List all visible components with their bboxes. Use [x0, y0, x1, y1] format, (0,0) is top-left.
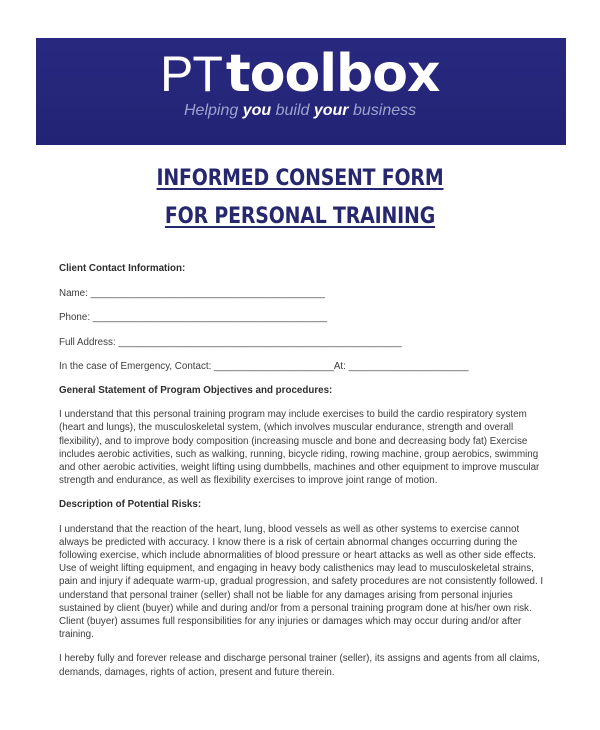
header-banner: [36, 38, 566, 145]
emergency-contact-field[interactable]: In the case of Emergency, Contact: ______________________At: ______________________: [59, 360, 469, 372]
form-title-line-1: INFORMED CONSENT FORM: [156, 166, 444, 191]
address-field[interactable]: Full Address: ____________________________________________________: [59, 336, 402, 348]
form-title-line-2: FOR PERSONAL TRAINING: [164, 204, 436, 229]
risks-paragraph: I understand that the reaction of the heart, lung, blood vessels as well as other systems to exercise cannot always be predicted with accuracy. I know there is a risk of certain abnormal changes occurring during the following exercise, which include abnormalities of blood pressure or heart attacks as well as other side effects. Use of weight lifting equipment, and engaging in heavy body calisthenics may lead to musculoskeletal strains, pain and injury if adequate warm-up, gradual progression, and safety procedures are not consistently followed. I understand that personal trainer (seller) shall not be liable for any damages arising from personal injuries sustained by client (buyer) while and during and/or from a personal training program done at his/her own risk. Client (buyer) assumes full responsibilities for any injuries or damages which may occur during and/or after training.: [59, 523, 544, 641]
tagline-part: build: [271, 102, 314, 119]
tagline-emphasis: your: [313, 102, 349, 119]
risks-heading: Description of Potential Risks:: [59, 499, 202, 511]
tagline: [184, 102, 416, 120]
name-field[interactable]: Name: ___________________________________________: [59, 288, 325, 300]
form-content: [59, 262, 551, 679]
tagline-emphasis: you: [242, 102, 272, 119]
phone-field[interactable]: Phone: ___________________________________________: [59, 312, 328, 324]
tagline-part: Helping: [184, 102, 243, 119]
contact-heading: Client Contact Information:: [59, 263, 186, 274]
release-paragraph: I hereby fully and forever release and discharge personal trainer (seller), its assigns and agents from all claims, demands, damages, rights of action, present and future therein.: [59, 653, 540, 678]
logo-pt-text: PT: [160, 46, 222, 102]
program-heading: General Statement of Program Objectives and procedures:: [59, 385, 333, 397]
logo-toolbox-text: toolbox: [225, 44, 440, 104]
pt-toolbox-logo: [160, 44, 440, 102]
program-paragraph: I understand that this personal training program may include exercises to build the cardio respiratory system (heart and lungs), the musculoskeletal system, (which involves muscular endurance, strength and overall flexibility), and to improve body composition (increasing muscle and bone and decreasing body fat) Exercise includes aerobic activities, such as walking, running, bicycle riding, rowing machine, group aerobics, swimming and other aerobic activities, weight lifting using dumbbells, machines and other equipment to improve muscular strength and endurance, as well as flexibility exercises to improve joint range of motion.: [59, 409, 540, 487]
tagline-part: business: [348, 102, 417, 119]
